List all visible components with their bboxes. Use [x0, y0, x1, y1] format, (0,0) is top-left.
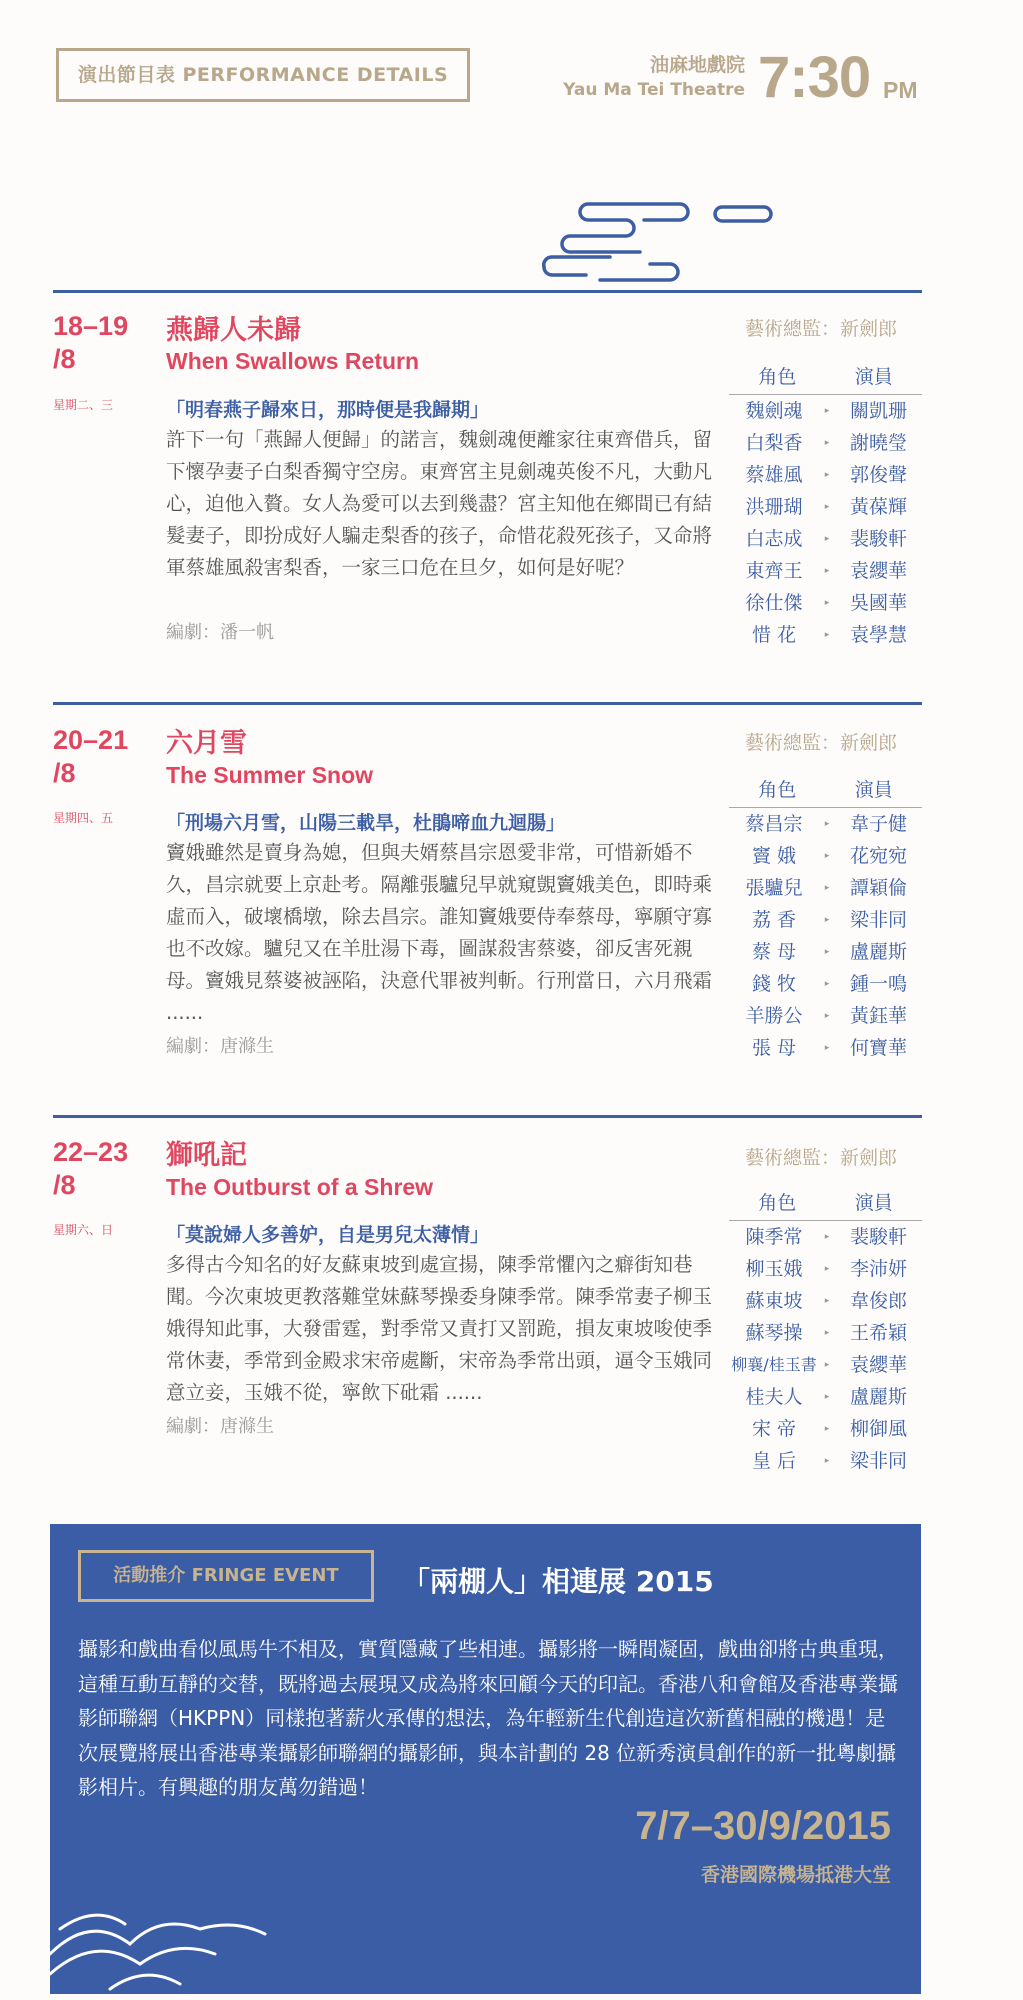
cast-actor: 關凱珊 — [849, 400, 907, 422]
cast-role: 柳玉娥 — [745, 1258, 803, 1280]
cast-row — [729, 555, 922, 587]
cast-header-actor: 演員 — [854, 1192, 893, 1214]
performance-synopsis: 多得古今知名的好友蘇東坡到處宣揚，陳季常懼內之癖街知巷聞。今次東坡更教落難堂妹蘇琴操委身陳季常。陳季常妻子柳玉娥得知此事，大發雷霆，對季常又責打又罰跪，損友東坡唆使季常休妻，季常到金殿求宋帝處斷，宋帝為季常出頭，逼令玉娥同意立妾，玉娥不從，寧飲下砒霜 ...... — [166, 1253, 713, 1404]
cast-actor: 盧麗斯 — [849, 941, 907, 963]
cast-actor: 梁非同 — [849, 909, 907, 931]
performance-writer: 編劇：唐滌生 — [166, 1416, 274, 1437]
cast-row — [729, 587, 922, 619]
arrow-icon: ▸ — [824, 1264, 830, 1274]
performance-writer: 編劇：唐滌生 — [166, 1036, 274, 1057]
arrow-icon: ▸ — [824, 1296, 830, 1306]
artistic-director: 藝術總監：新劍郎 — [745, 318, 898, 340]
arrow-icon: ▸ — [824, 502, 830, 512]
venue-name-zh: 油麻地戲院 — [649, 54, 745, 76]
arrow-icon: ▸ — [824, 566, 830, 576]
cast-header-role: 角色 — [758, 1192, 797, 1214]
arrow-icon: ▸ — [824, 915, 830, 925]
cast-actor: 吳國華 — [849, 592, 907, 614]
cast-header-role: 角色 — [758, 779, 797, 801]
cast-row — [729, 395, 922, 427]
section-divider — [53, 290, 922, 293]
cast-role: 蘇琴操 — [745, 1322, 803, 1344]
cast-row — [729, 808, 922, 840]
cast-row — [729, 459, 922, 491]
performance-title-zh: 獅吼記 — [166, 1140, 247, 1171]
cast-role: 蔡雄風 — [745, 464, 803, 486]
cast-table — [729, 1188, 922, 1477]
cast-role: 陳季常 — [745, 1226, 803, 1248]
cast-role: 蘇東坡 — [745, 1290, 803, 1312]
cast-role: 白梨香 — [745, 432, 803, 454]
arrow-icon: ▸ — [824, 630, 830, 640]
cast-row — [729, 936, 922, 968]
cast-header-actor: 演員 — [854, 366, 893, 388]
venue-name-en: Yau Ma Tei Theatre — [563, 80, 745, 100]
cloud-ornament — [540, 195, 780, 290]
cast-role: 錢 牧 — [751, 973, 797, 995]
cast-row — [729, 904, 922, 936]
cast-role: 皇 后 — [751, 1450, 797, 1472]
cast-row — [729, 1285, 922, 1317]
cast-table — [729, 775, 922, 1064]
cast-role: 白志成 — [745, 528, 803, 550]
fringe-event-badge: 活動推介 FRINGE EVENT — [78, 1550, 374, 1602]
arrow-icon: ▸ — [824, 947, 830, 957]
performance-date: 20–21 — [53, 725, 129, 755]
cast-row — [729, 1221, 922, 1253]
arrow-icon: ▸ — [824, 1424, 830, 1434]
arrow-icon: ▸ — [824, 1328, 830, 1338]
performance-date: 18–19 — [53, 311, 129, 341]
cast-role: 羊勝公 — [745, 1005, 803, 1027]
arrow-icon: ▸ — [824, 1392, 830, 1402]
performance-title-en: When Swallows Return — [166, 348, 420, 374]
performance-weekday: 星期六、日 — [53, 1223, 114, 1237]
cast-header — [729, 362, 922, 395]
performance-title-zh: 六月雪 — [166, 728, 247, 759]
artistic-director: 藝術總監：新劍郎 — [745, 732, 898, 754]
cast-header-actor: 演員 — [854, 779, 893, 801]
cast-row — [729, 1349, 922, 1381]
performance-synopsis: 竇娥雖然是賣身為媳，但與夫婿蔡昌宗恩愛非常，可惜新婚不久，昌宗就要上京赴考。隔離張驢兒早就窺覬竇娥美色，即時乘虛而入，破壞橋墩，除去昌宗。誰知竇娥要侍奉蔡母，寧願守寡也不改嫁。驢兒又在羊肚湯下毒，圖謀殺害蔡婆，卻反害死親母。竇娥見蔡婆被誣陷，決意代罪被判斬。行刑當日，六月飛霜 ...... — [166, 841, 713, 1024]
cast-header-role: 角色 — [758, 366, 797, 388]
performance-date-month: /8 — [53, 1170, 76, 1200]
performance-details-label: 演出節目表 PERFORMANCE DETAILS — [56, 48, 470, 102]
arrow-icon: ▸ — [824, 883, 830, 893]
cast-actor: 謝曉瑩 — [849, 432, 907, 454]
cast-role: 蔡 母 — [751, 941, 797, 963]
arrow-icon: ▸ — [824, 470, 830, 480]
performance-tagline: 「刑場六月雪，山陽三載旱，杜鵑啼血九迴腸」 — [166, 812, 566, 834]
cast-role: 徐仕傑 — [745, 592, 803, 614]
cast-role: 宋 帝 — [751, 1418, 797, 1440]
fringe-event-location: 香港國際機場抵港大堂 — [700, 1864, 891, 1886]
cast-actor: 袁學慧 — [849, 624, 907, 646]
cast-actor: 鍾一鳴 — [849, 973, 907, 995]
cast-role: 荔 香 — [751, 909, 797, 931]
cast-actor: 黃鈺華 — [849, 1005, 907, 1027]
arrow-icon: ▸ — [824, 438, 830, 448]
section-divider — [53, 1115, 922, 1118]
cast-row — [729, 1000, 922, 1032]
cast-row — [729, 427, 922, 459]
cast-actor: 梁非同 — [849, 1450, 907, 1472]
cast-actor: 袁纓華 — [849, 560, 907, 582]
cast-header — [729, 1188, 922, 1221]
performance-weekday: 星期二、三 — [53, 398, 114, 412]
artistic-director: 藝術總監：新劍郎 — [745, 1147, 898, 1169]
cast-role: 竇 娥 — [751, 845, 797, 867]
cast-row — [729, 1413, 922, 1445]
performance-tagline: 「明春燕子歸來日，那時便是我歸期」 — [166, 399, 490, 421]
performance-date-month: /8 — [53, 758, 76, 788]
cast-role: 魏劍魂 — [745, 400, 803, 422]
arrow-icon: ▸ — [824, 1011, 830, 1021]
show-time-suffix: PM — [883, 77, 918, 103]
cast-role: 東齊王 — [745, 560, 803, 582]
cast-table — [729, 362, 922, 651]
cast-row — [729, 872, 922, 904]
cast-row — [729, 1381, 922, 1413]
cast-role: 張驢兒 — [745, 877, 803, 899]
performance-date-month: /8 — [53, 344, 76, 374]
performance-title-en: The Summer Snow — [166, 762, 374, 788]
performance-writer: 編劇：潘一帆 — [166, 622, 274, 643]
arrow-icon: ▸ — [824, 1232, 830, 1242]
cast-row — [729, 1032, 922, 1064]
fringe-event-description: 攝影和戲曲看似風馬牛不相及，實質隱藏了些相連。攝影將一瞬間凝固，戲曲卻將古典重現，這種互動互靜的交替，既將過去展現又成為將來回顧今天的印記。香港八和會館及香港專業攝影師聯網（HKPPN）同樣抱著薪火承傳的想法，為年輕新生代創造這次新舊相融的機遇！是次展覽將展出香港專業攝影師聯網的攝影師，與本計劃的 28 位新秀演員創作的新一批粵劇攝影相片。有興趣的朋友萬勿錯過！ — [78, 1637, 898, 1799]
cast-row — [729, 1445, 922, 1477]
arrow-icon: ▸ — [824, 1456, 830, 1466]
cast-actor: 韋俊郎 — [849, 1290, 907, 1312]
cast-actor: 韋子健 — [849, 813, 907, 835]
cast-row — [729, 968, 922, 1000]
arrow-icon: ▸ — [824, 851, 830, 861]
cast-role: 柳襄/桂玉書 — [731, 1355, 817, 1374]
cast-actor: 郭俊聲 — [849, 464, 907, 486]
cast-actor: 黃葆輝 — [849, 496, 907, 518]
cast-role: 蔡昌宗 — [745, 813, 803, 835]
cast-actor: 何寶華 — [849, 1037, 907, 1059]
cast-actor: 譚穎倫 — [849, 877, 907, 899]
performance-weekday: 星期四、五 — [53, 811, 114, 825]
cast-role: 惜 花 — [751, 624, 797, 646]
performance-date: 22–23 — [53, 1137, 129, 1167]
cast-header — [729, 775, 922, 808]
cast-actor: 花宛宛 — [849, 845, 907, 867]
fringe-event-title: 「兩棚人」相連展 2015 — [402, 1565, 714, 1598]
show-time: 7:30 — [758, 45, 871, 110]
performance-title-zh: 燕歸人未歸 — [166, 315, 301, 346]
performance-tagline: 「莫說婦人多善妒，自是男兒太薄情」 — [166, 1224, 490, 1246]
arrow-icon: ▸ — [824, 534, 830, 544]
cast-actor: 袁纓華 — [849, 1354, 907, 1376]
fringe-event-dates: 7/7–30/9/2015 — [635, 1804, 891, 1848]
arrow-icon: ▸ — [824, 598, 830, 608]
cast-row — [729, 523, 922, 555]
cast-actor: 王希穎 — [849, 1322, 907, 1344]
performance-synopsis: 許下一句「燕歸人便歸」的諾言，魏劍魂便離家往東齊借兵，留下懷孕妻子白梨香獨守空房。東齊宮主見劍魂英俊不凡，大動凡心，迫他入贅。女人為愛可以去到幾盡？宮主知他在鄉間已有結髮妻子，即扮成好人騙走梨香的孩子，命惜花殺死孩子，又命將軍蔡雄風殺害梨香，一家三口危在旦夕，如何是好呢？ — [166, 428, 713, 579]
cast-row — [729, 1317, 922, 1349]
cast-row — [729, 491, 922, 523]
cast-role: 洪珊瑚 — [745, 496, 803, 518]
cast-actor: 盧麗斯 — [849, 1386, 907, 1408]
cast-role: 桂夫人 — [745, 1386, 803, 1408]
wave-ornament — [50, 1894, 280, 1994]
cast-row — [729, 840, 922, 872]
cast-role: 張 母 — [751, 1037, 797, 1059]
section-divider — [53, 702, 922, 705]
performance-title-en: The Outburst of a Shrew — [166, 1174, 434, 1200]
arrow-icon: ▸ — [824, 406, 830, 416]
arrow-icon: ▸ — [824, 1360, 830, 1370]
cast-row — [729, 619, 922, 651]
arrow-icon: ▸ — [824, 819, 830, 829]
cast-row — [729, 1253, 922, 1285]
cast-actor: 裴駿軒 — [849, 528, 907, 550]
cast-actor: 李沛妍 — [849, 1258, 907, 1280]
arrow-icon: ▸ — [824, 1043, 830, 1053]
arrow-icon: ▸ — [824, 979, 830, 989]
cast-actor: 裴駿軒 — [849, 1226, 907, 1248]
cast-actor: 柳御風 — [849, 1418, 907, 1440]
fringe-event-panel — [50, 1524, 921, 1994]
